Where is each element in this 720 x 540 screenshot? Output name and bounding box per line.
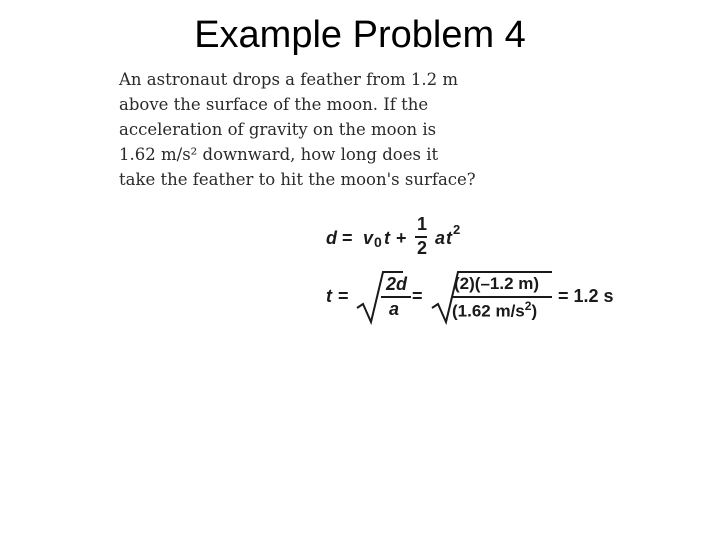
eq2-numerator-1: 2d bbox=[386, 274, 408, 294]
eq1-a: a bbox=[435, 228, 446, 248]
eq2-fraction-bar-1 bbox=[381, 296, 411, 298]
problem-line: acceleration of gravity on the moon is bbox=[119, 120, 437, 139]
problem-line: above the surface of the moon. If the bbox=[119, 95, 429, 114]
eq1-v: v bbox=[363, 228, 374, 248]
eq1-t-squared: t bbox=[446, 228, 452, 248]
eq1-v-subscript: 0 bbox=[374, 234, 382, 250]
problem-line: take the feather to hit the moon's surface? bbox=[119, 170, 476, 189]
eq1-half-numerator: 1 bbox=[417, 214, 428, 234]
slide-title: Example Problem 4 bbox=[194, 14, 526, 56]
problem-line: An astronaut drops a feather from 1.2 m bbox=[119, 70, 459, 89]
eq2-fraction-bar-2 bbox=[452, 296, 552, 298]
eq1-plus: + bbox=[396, 228, 407, 248]
eq2-equals-2: = bbox=[412, 286, 423, 306]
eq1-exponent: 2 bbox=[453, 222, 461, 237]
eq1-t: t bbox=[384, 228, 390, 248]
eq1-equals: = bbox=[342, 228, 353, 248]
eq1-half-denominator: 2 bbox=[417, 238, 428, 258]
eq2-denominator-2: (1.62 $m/s^2$) bbox=[452, 299, 538, 321]
time-solution-equation bbox=[326, 268, 626, 328]
eq2-result: = 1.2 s bbox=[558, 286, 614, 306]
eq2-equals-1: = bbox=[338, 286, 349, 306]
kinematics-equation bbox=[326, 214, 486, 264]
eq2-denominator-1: a bbox=[389, 299, 400, 319]
eq2-lhs: t bbox=[326, 286, 332, 306]
problem-statement bbox=[119, 67, 479, 192]
problem-line: 1.62 m/s² downward, how long does it bbox=[119, 145, 439, 164]
eq2-numerator-2: (2)(–1.2 m) bbox=[454, 274, 540, 293]
eq1-lhs: d bbox=[326, 228, 337, 248]
